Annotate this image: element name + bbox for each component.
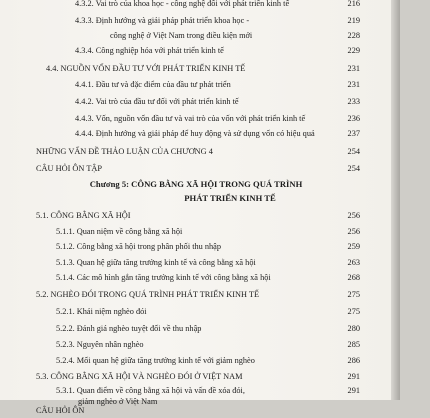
toc-entry-page: 216 bbox=[347, 0, 360, 8]
toc-entry-page: 231 bbox=[347, 64, 360, 73]
toc-entry-page: 275 bbox=[347, 307, 360, 316]
toc-entry bbox=[0, 13, 360, 28]
toc-entry-title: 5.3. CÔNG BẰNG XÃ HỘI VÀ NGHÈO ĐÓI Ở VIỆT NAM bbox=[36, 372, 243, 381]
toc-entry-title: 5.1.2. Công bằng xã hội trong phân phối thu nhập bbox=[56, 242, 221, 251]
toc-entry-title: 5.2.2. Đánh giá nghèo tuyệt đối về thu nhập bbox=[56, 324, 202, 333]
toc-entry-page: 286 bbox=[347, 356, 360, 365]
toc-entry-title: 4.4.3. Vốn, nguồn vốn đầu tư và vai trò của vốn với phát triển kinh tế bbox=[75, 114, 306, 123]
toc-entry-title: NHỮNG VẤN ĐỀ THẢO LUẬN CỦA CHƯƠNG 4 bbox=[36, 147, 213, 156]
toc-entry-page: 236 bbox=[347, 114, 360, 123]
toc-entry-title: 4.4. NGUỒN VỐN ĐẦU TƯ VỚI PHÁT TRIỂN KINH TẾ bbox=[46, 64, 246, 73]
toc-entry-title: 4.4.4. Định hướng và giải pháp để huy động và sử dụng vốn có hiệu quả bbox=[75, 129, 315, 138]
toc-entry-page: 291 bbox=[347, 372, 360, 381]
chapter-title-line1: CÔNG BẰNG XÃ HỘI TRONG QUÁ TRÌNH bbox=[131, 179, 303, 189]
toc-entry-title: 5.1. CÔNG BẰNG XÃ HỘI bbox=[36, 211, 131, 220]
toc-entry-title: 4.4.1. Đầu tư và đặc điểm của đầu tư phát triển bbox=[75, 80, 231, 89]
toc-entry-title: CÂU HỎI ÔN bbox=[36, 406, 85, 415]
toc-entry-page: 254 bbox=[347, 164, 360, 173]
toc-entry bbox=[0, 321, 360, 336]
toc-entry-page: 233 bbox=[347, 97, 360, 106]
chapter-label: Chương 5: bbox=[89, 179, 130, 189]
toc-entry bbox=[0, 270, 360, 285]
toc-entry-page: 263 bbox=[347, 258, 360, 267]
toc-entry bbox=[0, 144, 360, 159]
toc-entry bbox=[0, 126, 360, 141]
toc-entry bbox=[0, 43, 360, 58]
toc-entry bbox=[0, 353, 360, 368]
toc-entry bbox=[0, 255, 360, 270]
toc-entry bbox=[0, 287, 360, 302]
toc-entry-title: 5.2.4. Mối quan hệ giữa tăng trưởng kinh tế với giảm nghèo bbox=[56, 356, 255, 365]
toc-entry-title: 4.3.4. Công nghiệp hóa với phát triển kinh tế bbox=[75, 46, 224, 55]
toc-entry bbox=[0, 369, 360, 384]
toc-entry-page: 256 bbox=[347, 227, 360, 236]
toc-entry-title: 5.3.1. Quan điểm về công bằng xã hội và vấn đề xóa đói, bbox=[56, 386, 245, 395]
toc-entry bbox=[0, 224, 360, 239]
toc-entry-title: 5.2. NGHÈO ĐÓI TRONG QUÁ TRÌNH PHÁT TRIỂN KINH TẾ bbox=[36, 290, 260, 299]
toc-entry-title: 5.1.1. Quan niệm về công bằng xã hội bbox=[56, 227, 183, 236]
toc-entry-page: 219 bbox=[347, 16, 360, 25]
page-edge-shadow bbox=[391, 0, 400, 400]
toc-entry-title: 5.1.3. Quan hệ giữa tăng trưởng kinh tế và công bằng xã hội bbox=[56, 258, 256, 267]
toc-entry bbox=[0, 61, 360, 76]
toc-entry-title: 5.1.4. Các mô hình gắn tăng trưởng kinh tế với công bằng xã hội bbox=[56, 273, 271, 282]
toc-entry bbox=[0, 161, 360, 176]
toc-entry-page: 229 bbox=[347, 46, 360, 55]
toc-entry-page: 256 bbox=[347, 211, 360, 220]
chapter-title-line2: PHÁT TRIỂN KINH TẾ bbox=[184, 193, 276, 203]
toc-entry-title: 5.2.1. Khái niệm nghèo đói bbox=[56, 307, 147, 316]
toc-entry-page: 254 bbox=[347, 147, 360, 156]
toc-entry-title: giảm nghèo ở Việt Nam bbox=[78, 397, 158, 406]
chapter-heading bbox=[0, 178, 396, 190]
toc-entry-title: CÂU HỎI ÔN TẬP bbox=[36, 164, 102, 173]
toc-entry bbox=[0, 28, 360, 43]
toc-entry-page: 275 bbox=[347, 290, 360, 299]
toc-entry-page: 228 bbox=[347, 31, 360, 40]
toc-entry-page: 291 bbox=[347, 386, 360, 395]
toc-entry-title: 4.3.2. Vai trò của khoa học - công nghệ đối với phát triển kinh tế bbox=[75, 0, 290, 8]
toc-entry bbox=[0, 77, 360, 92]
toc-entry-title: 4.3.3. Định hướng và giải pháp phát triển khoa học - bbox=[75, 16, 250, 25]
toc-entry-page: 280 bbox=[347, 324, 360, 333]
toc-entry bbox=[0, 304, 360, 319]
toc-entry-page: 237 bbox=[347, 129, 360, 138]
toc-entry-page: 231 bbox=[347, 80, 360, 89]
toc-entry bbox=[0, 111, 360, 126]
toc-entry bbox=[0, 208, 360, 223]
toc-entry-page: 259 bbox=[347, 242, 360, 251]
toc-entry-title: công nghệ ở Việt Nam trong điều kiện mới bbox=[110, 31, 253, 40]
toc-entry bbox=[0, 337, 360, 352]
toc-entry-title: 5.2.3. Nguyên nhân nghèo bbox=[56, 340, 144, 349]
toc-entry bbox=[0, 94, 360, 109]
toc-entry bbox=[0, 0, 360, 11]
toc-entry bbox=[0, 403, 360, 418]
toc-entry-title: 4.4.2. Vai trò của đầu tư đối với phát triển kinh tế bbox=[75, 97, 239, 106]
toc-entry-page: 268 bbox=[347, 273, 360, 282]
toc-entry-page: 285 bbox=[347, 340, 360, 349]
toc-entry bbox=[0, 239, 360, 254]
